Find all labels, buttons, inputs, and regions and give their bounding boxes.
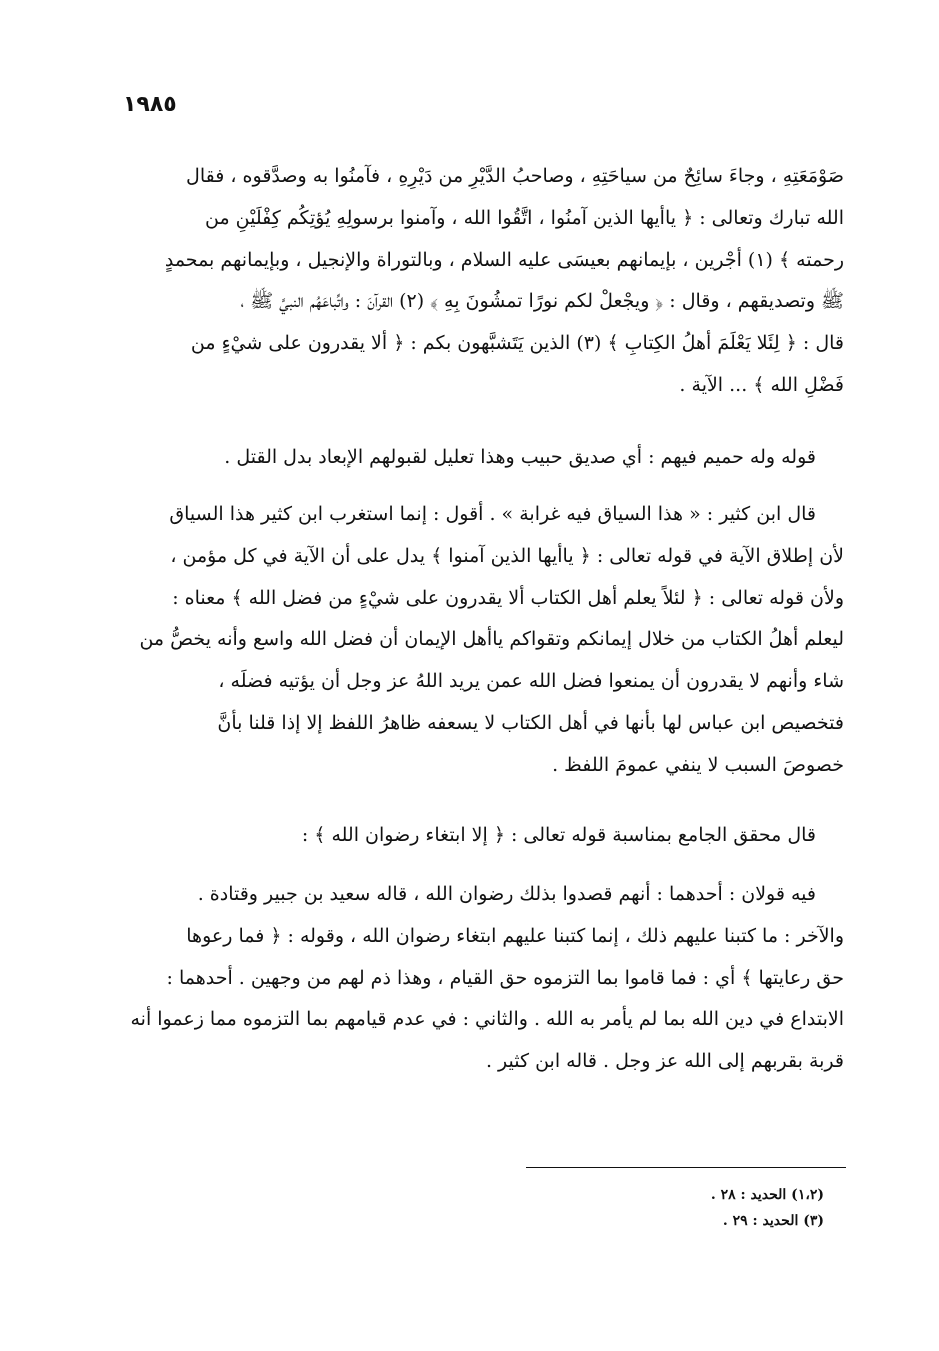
text-line: فَضْلِ الله ﴾ ... الآية . (679, 373, 844, 396)
text-line: ﷺ وتصديقهم ، وقال : ﴿ ويجْعلْ لكم نورًا تمشُونَ بِهِ ﴾ (٢) القرآنَ : واتِّباعَهُم النبيَّ ﷺ ، (240, 290, 844, 313)
paragraph-two-opinions (128, 874, 844, 1083)
footnote-item: (٣) الحديد : ٢٩ . (722, 1213, 824, 1229)
text-line: قال محقق الجامع بمناسبة قوله تعالى : ﴿ إلا ابتغاء رضوان الله ﴾ : (301, 824, 816, 846)
paragraph-tafsir-continuation (128, 156, 844, 407)
text-line: رحمته ﴾ (١) أجْرين ، بإيمانهم بعيسَى عليه السلام ، وبالتوراة والإنجيل ، وبإيمانهم بمحمدٍ (164, 248, 844, 271)
text-line: الله تبارك وتعالى : ﴿ ياأيها الذين آمنُوا ، اتَّقُوا الله ، وآمنوا برسولِهِ يُؤتِكُم كِفْلَيْنِ من (204, 206, 844, 229)
paragraph-ibn-kathir-comment (128, 494, 844, 787)
text-line: لأن إطلاق الآية في قوله تعالى : ﴿ ياأيها الذين آمنوا ﴾ يدل على أن الآية في كل مؤمن ، (170, 544, 844, 567)
text-line: قوله وله حميم فيهم : أي صديق حبيب وهذا تعليل لقبولهم الإبعاد بدل القتل . (224, 446, 816, 468)
footnote-divider (526, 1167, 846, 1168)
text-line: خصوصَ السبب لا ينفي عمومَ اللفظ . (552, 753, 844, 776)
text-line: ليعلم أهلُ الكتاب من خلال إيمانكم وتقواكم ياأهل الإيمان أن فضل الله واسع وأنه يخصُّ من (139, 628, 844, 651)
paragraph-hamim-note (128, 437, 844, 479)
footnote-item: (١،٢) الحديد : ٢٨ . (710, 1187, 824, 1203)
page-number: ١٩٨٥ (123, 92, 177, 117)
text-line: قال ابن كثير : « هذا السياق فيه غرابة » . أقول : إنما استغرب ابن كثير هذا السياق (169, 503, 816, 525)
footnotes (526, 1182, 846, 1234)
text-line: ولأن قوله تعالى : ﴿ لئلاً يعلم أهل الكتاب ألا يقدرون على شيْءٍ من فضل الله ﴾ معناه : (172, 586, 844, 609)
text-line: صَوْمَعَتِهِ ، وجاءَ سائِحٌ من سياحَتِهِ ، وصاحبُ الدَّيْرِ من دَيْرِهِ ، فآمنُوا به وصدَّقوه ، فقال (186, 165, 844, 187)
text-line: حق رعايتها ﴾ أي : فما قاموا بما التزموه حق القيام ، وهذا ذم لهم من وجهين . أحدهما : (166, 966, 844, 989)
paragraph-editor-heading (128, 815, 844, 857)
text-line: شاء وأنهم لا يقدرون أن يمنعوا فضل الله عمن يريد اللهُ عز وجل أن يؤتيه فضلَه ، (218, 670, 844, 693)
text-line: والآخر : ما كتبنا عليهم ذلك ، إنما كتبنا عليهم ابتغاء رضوان الله ، وقوله : ﴿ فما رعوها (186, 924, 844, 947)
text-line: قربة بقربهم إلى الله عز وجل . قاله ابن كثير . (485, 1050, 844, 1073)
text-line: الابتداع في دين الله بما لم يأمر به الله . والثاني : في عدم قيامهم بما التزموه مما زعموا أنه (130, 1008, 844, 1031)
text-line: فتخصيص ابن عباس لها بأنها في أهل الكتاب لا يسعفه ظاهرُ اللفظ إلا إذا قلنا بأنَّ (217, 711, 844, 734)
text-line: فيه قولان : أحدهما : أنهم قصدوا بذلك رضوان الله ، قاله سعيد بن جبير وقتادة . (197, 883, 816, 905)
text-line: قال : ﴿ لِئَلا يَعْلَمَ أهلُ الكِتابِ ﴾ (٣) الذين يَتَشبَّهون بكم : ﴿ ألا يقدرون على شيْءٍ من (190, 332, 844, 355)
